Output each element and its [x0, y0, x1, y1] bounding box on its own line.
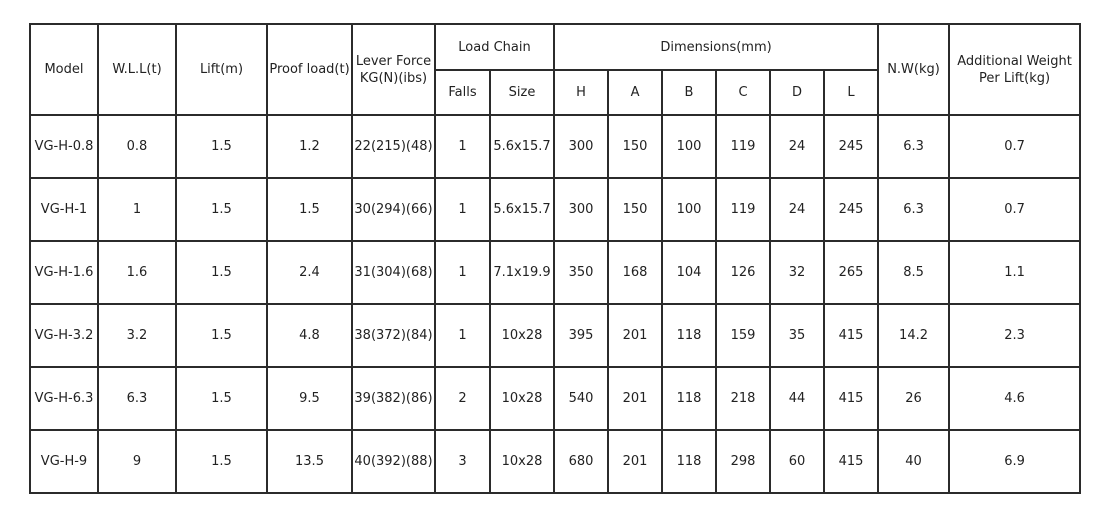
cell-dim-c: 159 [716, 304, 770, 367]
cell-dim-d: 44 [770, 367, 824, 430]
header-lever-force-line2: KG(N)(ibs) [359, 70, 428, 86]
cell-falls: 1 [435, 241, 490, 304]
table-body [30, 115, 1080, 493]
cell-size: 5.6x15.7 [490, 115, 554, 178]
header-proof-load: Proof load(t) [267, 24, 352, 115]
cell-dim-b: 100 [662, 178, 716, 241]
table-row [30, 241, 1080, 304]
header-load-chain: Load Chain [435, 24, 554, 70]
cell-dim-h: 680 [554, 430, 608, 493]
cell-model: VG-H-1.6 [30, 241, 98, 304]
header-dim-l: L [824, 70, 878, 115]
cell-lever-force: 30(294)(66) [352, 178, 435, 241]
header-size: Size [490, 70, 554, 115]
cell-dim-l: 415 [824, 430, 878, 493]
cell-dim-d: 60 [770, 430, 824, 493]
cell-dim-a: 150 [608, 178, 662, 241]
cell-dim-l: 415 [824, 367, 878, 430]
header-lever-force [352, 24, 435, 115]
cell-lever-force: 40(392)(88) [352, 430, 435, 493]
cell-additional-weight: 0.7 [949, 178, 1080, 241]
table-row [30, 115, 1080, 178]
cell-proof-load: 13.5 [267, 430, 352, 493]
cell-dim-l: 245 [824, 115, 878, 178]
header-additional-weight [949, 24, 1080, 115]
cell-proof-load: 9.5 [267, 367, 352, 430]
header-dim-b: B [662, 70, 716, 115]
cell-dim-c: 298 [716, 430, 770, 493]
cell-lift: 1.5 [176, 241, 267, 304]
cell-wll: 1.6 [98, 241, 176, 304]
spec-table [29, 23, 1081, 494]
cell-dim-c: 218 [716, 367, 770, 430]
header-dimensions: Dimensions(mm) [554, 24, 878, 70]
cell-falls: 1 [435, 115, 490, 178]
cell-dim-b: 100 [662, 115, 716, 178]
cell-dim-a: 201 [608, 304, 662, 367]
cell-falls: 3 [435, 430, 490, 493]
cell-dim-h: 350 [554, 241, 608, 304]
cell-net-weight: 8.5 [878, 241, 949, 304]
cell-net-weight: 6.3 [878, 178, 949, 241]
header-lever-force-line1: Lever Force [355, 53, 432, 69]
cell-dim-b: 118 [662, 430, 716, 493]
header-additional-weight-line1: Additional Weight [957, 53, 1072, 69]
cell-dim-l: 245 [824, 178, 878, 241]
cell-dim-c: 119 [716, 178, 770, 241]
header-net-weight: N.W(kg) [878, 24, 949, 115]
cell-wll: 6.3 [98, 367, 176, 430]
cell-dim-a: 168 [608, 241, 662, 304]
cell-lift: 1.5 [176, 115, 267, 178]
cell-dim-h: 395 [554, 304, 608, 367]
cell-lift: 1.5 [176, 367, 267, 430]
cell-size: 7.1x19.9 [490, 241, 554, 304]
cell-lever-force: 22(215)(48) [352, 115, 435, 178]
cell-additional-weight: 0.7 [949, 115, 1080, 178]
cell-proof-load: 2.4 [267, 241, 352, 304]
cell-dim-c: 119 [716, 115, 770, 178]
cell-dim-d: 35 [770, 304, 824, 367]
cell-additional-weight: 6.9 [949, 430, 1080, 493]
cell-additional-weight: 1.1 [949, 241, 1080, 304]
cell-wll: 3.2 [98, 304, 176, 367]
cell-lift: 1.5 [176, 304, 267, 367]
cell-lift: 1.5 [176, 430, 267, 493]
cell-dim-h: 540 [554, 367, 608, 430]
cell-dim-a: 201 [608, 430, 662, 493]
header-falls: Falls [435, 70, 490, 115]
cell-dim-h: 300 [554, 178, 608, 241]
cell-dim-b: 104 [662, 241, 716, 304]
cell-additional-weight: 2.3 [949, 304, 1080, 367]
cell-model: VG-H-9 [30, 430, 98, 493]
cell-wll: 1 [98, 178, 176, 241]
cell-dim-l: 265 [824, 241, 878, 304]
cell-dim-b: 118 [662, 304, 716, 367]
table-row [30, 304, 1080, 367]
header-dim-c: C [716, 70, 770, 115]
cell-dim-l: 415 [824, 304, 878, 367]
cell-lever-force: 38(372)(84) [352, 304, 435, 367]
cell-size: 10x28 [490, 430, 554, 493]
header-additional-weight-line2: Per Lift(kg) [978, 70, 1051, 86]
cell-dim-h: 300 [554, 115, 608, 178]
cell-falls: 2 [435, 367, 490, 430]
cell-proof-load: 1.2 [267, 115, 352, 178]
cell-wll: 0.8 [98, 115, 176, 178]
cell-lift: 1.5 [176, 178, 267, 241]
cell-falls: 1 [435, 304, 490, 367]
cell-size: 5.6x15.7 [490, 178, 554, 241]
cell-net-weight: 40 [878, 430, 949, 493]
cell-dim-b: 118 [662, 367, 716, 430]
header-dim-a: A [608, 70, 662, 115]
cell-dim-d: 24 [770, 178, 824, 241]
cell-falls: 1 [435, 178, 490, 241]
header-wll: W.L.L(t) [98, 24, 176, 115]
header-lift: Lift(m) [176, 24, 267, 115]
cell-model: VG-H-3.2 [30, 304, 98, 367]
cell-lever-force: 39(382)(86) [352, 367, 435, 430]
cell-additional-weight: 4.6 [949, 367, 1080, 430]
header-dim-d: D [770, 70, 824, 115]
cell-proof-load: 1.5 [267, 178, 352, 241]
cell-lever-force: 31(304)(68) [352, 241, 435, 304]
cell-size: 10x28 [490, 367, 554, 430]
table-row [30, 367, 1080, 430]
cell-net-weight: 26 [878, 367, 949, 430]
cell-size: 10x28 [490, 304, 554, 367]
cell-dim-d: 24 [770, 115, 824, 178]
cell-proof-load: 4.8 [267, 304, 352, 367]
cell-model: VG-H-1 [30, 178, 98, 241]
cell-dim-c: 126 [716, 241, 770, 304]
cell-model: VG-H-0.8 [30, 115, 98, 178]
cell-dim-a: 150 [608, 115, 662, 178]
table-row [30, 178, 1080, 241]
header-dim-h: H [554, 70, 608, 115]
cell-dim-d: 32 [770, 241, 824, 304]
cell-net-weight: 6.3 [878, 115, 949, 178]
header-model: Model [30, 24, 98, 115]
table-row [30, 430, 1080, 493]
cell-model: VG-H-6.3 [30, 367, 98, 430]
cell-wll: 9 [98, 430, 176, 493]
cell-net-weight: 14.2 [878, 304, 949, 367]
cell-dim-a: 201 [608, 367, 662, 430]
header-row-top [30, 24, 1080, 70]
